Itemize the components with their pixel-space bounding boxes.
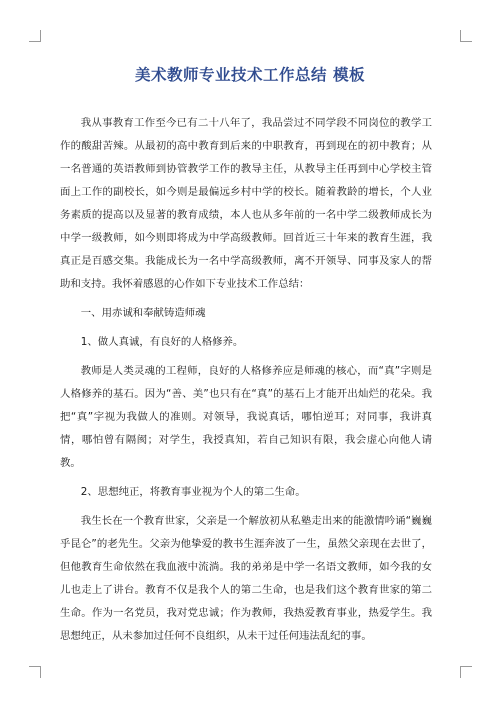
- crop-mark-top-right: [460, 30, 472, 42]
- paragraph-body: 教师是人类灵魂的工程师，良好的人格修养应是师魂的核心，而“真”字则是人格修养的基石。因为“善、美”也只有在“真”的基石上才能开出灿烂的花朵。我把“真”字视为我做人的准则。对领导，我说真话，哪怕逆耳；对同事，我讲真情，哪怕曾有隔阂；对学生，我授真知，若自己知识有限，我会虚心向他人请教。: [60, 365, 432, 469]
- crop-mark-top-left: [29, 30, 41, 42]
- paragraph-body: 我生长在一个教育世家，父亲是一个解放初从私塾走出来的能激情吟诵“巍巍乎昆仑”的老先生。父亲为他挚爱的教书生涯奔波了一生，虽然父亲现在去世了，但他教育生命依然在我血液中流淌。我的弟弟是中学一名语文教师，如今我的女儿也走上了讲台。教育不仅是我个人的第二生命，也是我们这个教育世家的第二生命。作为一名党员，我对党忠诚；作为教师，我热爱教育事业，热爱学生。我思想纯正，从未参加过任何不良组织，从未干过任何违法乱纪的事。: [60, 515, 432, 642]
- crop-mark-bottom-left: [29, 666, 41, 678]
- document-title: 美术教师专业技术工作总结 模板: [135, 66, 365, 84]
- subsection-heading: 2、思想纯正，将教育事业视为个人的第二生命。: [80, 486, 306, 498]
- subsection-heading: 1、做人真诚，有良好的人格修养。: [80, 336, 244, 348]
- crop-mark-bottom-right: [460, 666, 472, 678]
- document-body: [60, 112, 432, 654]
- section-heading: 一、用赤诚和奉献铸造师魂: [80, 307, 206, 319]
- paragraph-intro: 我从事教育工作至今已有二十八年了，我品尝过不同学段不同岗位的教学工作的酸甜苦辣。从最初的高中教育到后来的中职教育，再到现在的初中教育；从一名普通的英语教师到协管教学工作的教导主任，从教导主任再到中心学校主管面上工作的副校长，如今则是最偏远乡村中学的校长。随着教龄的增长，个人业务素质的提高以及显著的教育成绩，本人也从多年前的一名中学二级教师成长为中学一级教师，如今则即将成为中学高级教师。回首近三十年来的教育生涯，我真正是百感交集。我能成长为一名中学高级教师，离不开领导、同事及家人的帮助和支持。我怀着感恩的心作如下专业技术工作总结：: [60, 117, 432, 290]
